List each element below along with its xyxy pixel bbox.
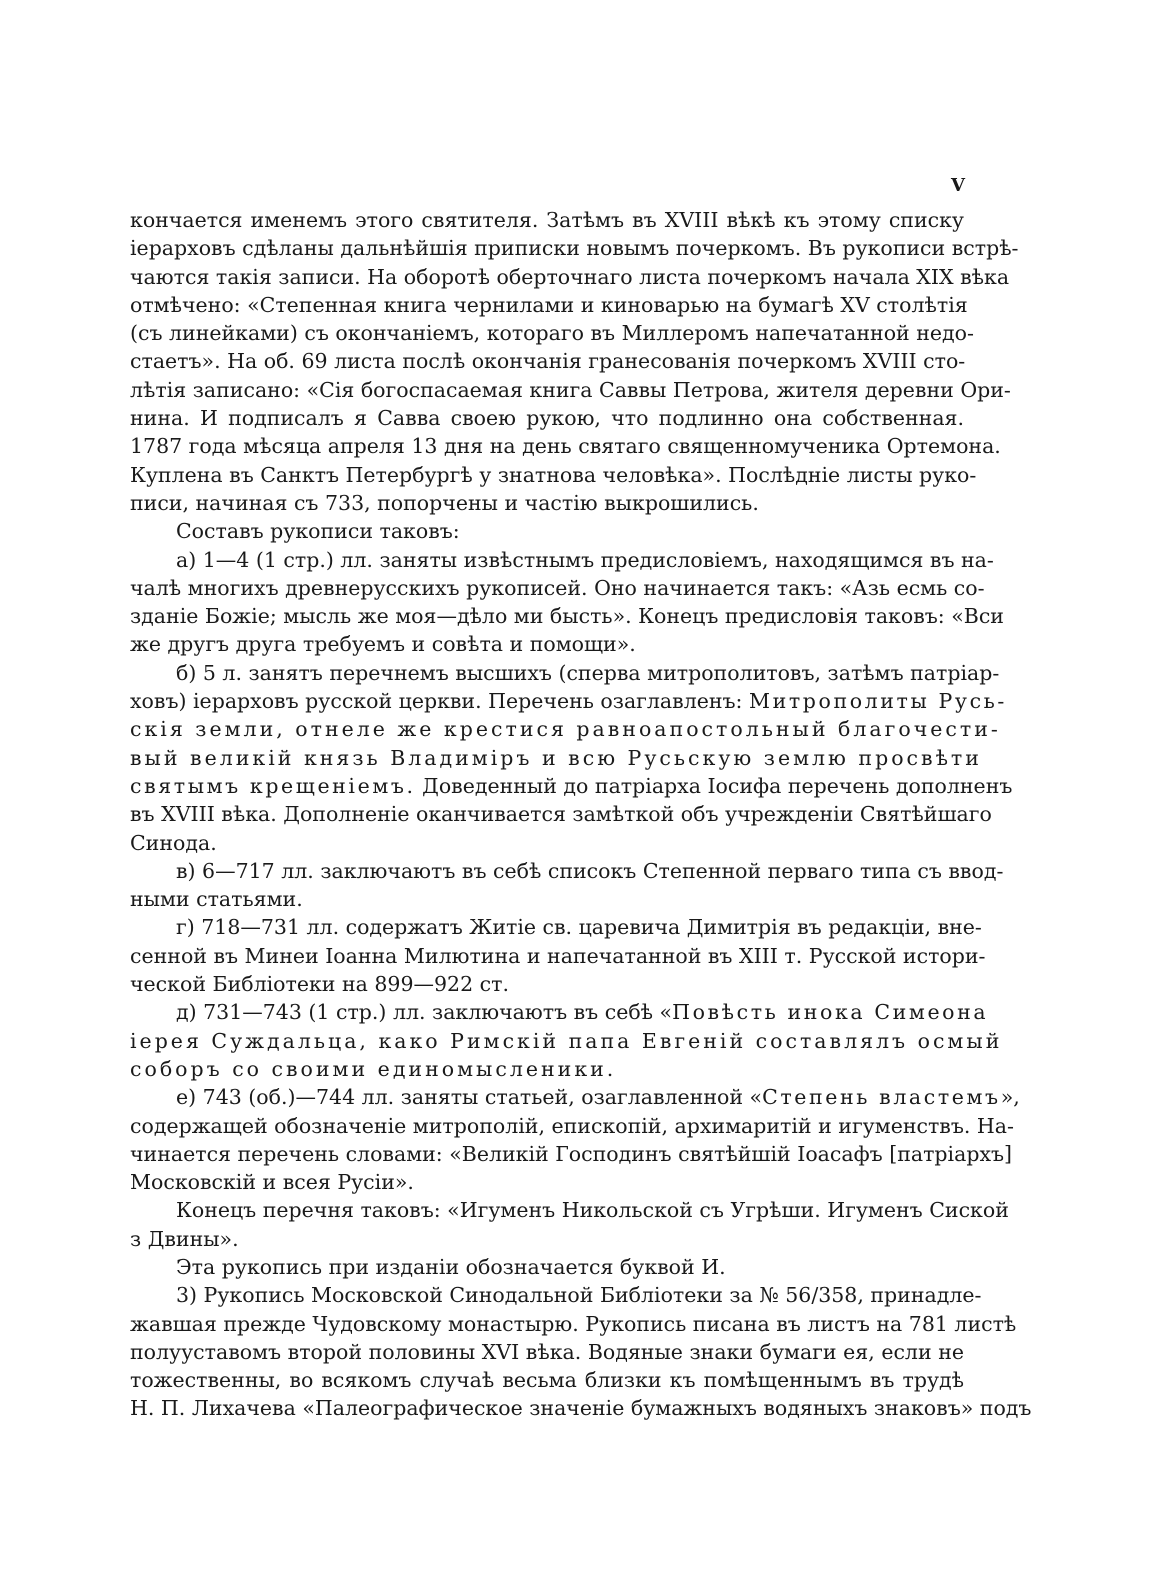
text-line: г) 718—731 лл. содержатъ Житіе св. царевича Димитрія въ редакціи, вне- <box>176 915 982 940</box>
text-line: чаются такія записи. На оборотѣ оберточнаго листа почеркомъ начала XIX вѣка <box>130 264 1010 289</box>
text-line: іерарховъ сдѣланы дальнѣйшія приписки новымъ почеркомъ. Въ рукописи встрѣ- <box>130 236 1019 261</box>
text-line: 1787 года мѣсяца апреля 13 дня на день святаго священномученика Ортемона. <box>130 434 1001 459</box>
text-line-mixed <box>130 998 989 1026</box>
text-line: а) 1—4 (1 стр.) лл. заняты извѣстнымъ предисловіемъ, находящимся въ на- <box>176 547 994 572</box>
spaced-run: Повѣсть инока Симеона <box>672 1000 989 1025</box>
page-body <box>130 206 1032 1423</box>
text-line: содержащей обозначеніе митрополій, епископій, архимаритій и игуменствъ. На- <box>130 1113 1014 1138</box>
text-line: (съ линейками) съ окончаніемъ, котораго въ Миллеромъ напечатанной недо- <box>130 321 974 346</box>
text-line: 3) Рукопись Московской Синодальной Библіотеки за № 56/358, принадле- <box>176 1283 982 1308</box>
text-line-mixed <box>130 772 1013 800</box>
text-line: въ XVIII вѣка. Дополненіе оканчивается замѣткой объ учрежденіи Святѣйшаго <box>130 802 992 827</box>
text-line: в) 6—717 лл. заключаютъ въ себѣ списокъ Степенной перваго типа съ ввод- <box>176 858 1004 883</box>
text-line: полууставомъ второй половины XVI вѣка. Водяные знаки бумаги ея, если не <box>130 1339 964 1364</box>
text-line: з Двины». <box>130 1226 239 1251</box>
text-line: Эта рукопись при изданіи обозначается буквой И. <box>176 1254 726 1279</box>
text-line: чалѣ многихъ древнерусскихъ рукописей. Оно начинается такъ: «Азь есмь со- <box>130 575 985 600</box>
text-line: писи, начиная съ 733, попорчены и частію выкрошились. <box>130 490 759 515</box>
spaced-line: соборъ со своими единомысленики. <box>130 1056 617 1081</box>
spaced-line: вый великій князь Владиміръ и всю Русьскую землю просвѣти <box>130 745 982 770</box>
text-line: тожественны, во всякомъ случаѣ весьма близки къ помѣщеннымъ въ трудѣ <box>130 1368 964 1393</box>
text-line: отмѣчено: «Степенная книга чернилами и киноварью на бумагѣ XV столѣтія <box>130 292 968 317</box>
text-line: сенной въ Минеи Іоанна Милютина и напечатанной въ XIII т. Русской истори- <box>130 943 986 968</box>
text-line: Составъ рукописи таковъ: <box>176 519 460 544</box>
text-line: лѣтія записано: «Сія богоспасаемая книга Саввы Петрова, жителя деревни Ори- <box>130 377 1011 402</box>
spaced-run: Степень властемъ <box>762 1085 1001 1110</box>
text-line: Синода. <box>130 830 217 855</box>
page-number: V <box>951 175 966 196</box>
text-line: же другъ друга требуемъ и совѣта и помощи». <box>130 632 636 657</box>
text-line-mixed <box>130 687 1007 715</box>
text-line: ческой Библіотеки на 899—922 ст. <box>130 972 509 997</box>
text-line: Конецъ перечня таковъ: «Игуменъ Никольской съ Угрѣши. Игуменъ Сиской <box>176 1198 1009 1223</box>
text-run: д) 731—743 (1 стр.) лл. заключаютъ въ себѣ « <box>176 1000 673 1025</box>
text-run: Доведенный до патріарха Іосифа перечень дополненъ <box>422 773 1013 798</box>
spaced-title: Митрополиты Русь- <box>749 689 1007 714</box>
text-line: Куплена въ Санктъ Петербургѣ у знатнова человѣка». Послѣдніе листы руко- <box>130 462 977 487</box>
text-line: б) 5 л. занятъ перечнемъ высшихъ (сперва митрополитовъ, затѣмъ патріар- <box>176 660 1000 685</box>
text-line: зданіе Божіе; мысль же моя—дѣло ми бысть». Конецъ предисловія таковъ: «Вси <box>130 604 1004 629</box>
text-line: нина. И подписалъ я Савва своею рукою, что подлинно она собственная. <box>130 406 964 431</box>
text-line: чинается перечень словами: «Великій Господинъ святѣйшій Іоасафъ [патріархъ] <box>130 1141 1013 1166</box>
text-run: », <box>1000 1085 1020 1110</box>
spaced-line: іерея Суждальца, како Римскій папа Евгеній составлялъ осмый <box>130 1028 1003 1053</box>
spaced-line: скія земли, отнеле же крестися равноапостольный благочести- <box>130 717 1001 742</box>
text-run: е) 743 (об.)—744 лл. заняты статьей, озаглавленной « <box>176 1085 763 1110</box>
text-line: кончается именемъ этого святителя. Затѣмъ въ XVIII вѣкѣ къ этому списку <box>130 208 964 232</box>
text-line: Московскій и всея Русіи». <box>130 1170 414 1195</box>
spaced-run: святымъ крещеніемъ. <box>130 773 416 798</box>
text-line: стаетъ». На об. 69 листа послѣ окончанія гранесованія почеркомъ XVIII сто- <box>130 349 966 374</box>
text-line-mixed <box>130 1083 1020 1111</box>
text-line: жавшая прежде Чудовскому монастырю. Рукопись писана въ листъ на 781 листѣ <box>130 1311 1017 1336</box>
text-line: ными статьями. <box>130 887 303 912</box>
text-line: Н. П. Лихачева «Палеографическое значеніе бумажныхъ водяныхъ знаковъ» подъ <box>130 1396 1032 1421</box>
text-run: ховъ) іерарховъ русской церкви. Перечень озаглавленъ: <box>130 689 743 714</box>
